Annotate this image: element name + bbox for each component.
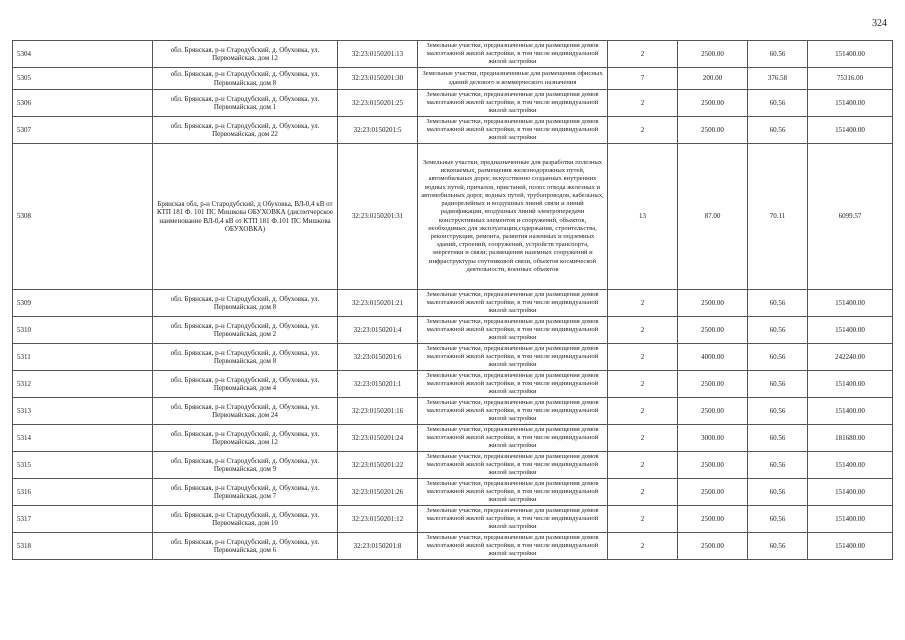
cadastral-number-cell: 32:23:0150201:4 (338, 317, 418, 344)
specific-value-cell: 60.56 (748, 41, 808, 68)
row-number-cell: 5312 (13, 371, 153, 398)
row-number-cell: 5306 (13, 90, 153, 117)
page-number: 324 (872, 18, 887, 29)
address-cell: обл. Брянская, р-н Стародубский, д. Обуховка, ул. Первомайская, дом 2 (153, 317, 338, 344)
specific-value-cell: 60.56 (748, 317, 808, 344)
table-row (13, 290, 893, 317)
table-row (13, 41, 893, 68)
cadastral-number-cell: 32:23:0150201:24 (338, 425, 418, 452)
address-cell: обл. Брянская, р-н Стародубский, д. Обуховка, ул. Первомайская, дом 8 (153, 290, 338, 317)
land-use-cell: Земельные участки, предназначенные для размещения домов малоэтажной жилой застройки, в том числе индивидуальной жилой застройки (418, 90, 608, 117)
land-use-group-cell: 2 (608, 344, 678, 371)
area-cell: 2500.00 (678, 533, 748, 560)
land-use-group-cell: 2 (608, 41, 678, 68)
cadastral-value-cell: 151400.00 (808, 506, 893, 533)
land-use-group-cell: 2 (608, 290, 678, 317)
land-use-group-cell: 2 (608, 371, 678, 398)
cadastral-number-cell: 32:23:0150201:21 (338, 290, 418, 317)
land-use-group-cell: 2 (608, 117, 678, 144)
specific-value-cell: 70.11 (748, 144, 808, 290)
row-number-cell: 5316 (13, 479, 153, 506)
cadastral-number-cell: 32:23:0150201:13 (338, 41, 418, 68)
area-cell: 2500.00 (678, 117, 748, 144)
cadastral-value-cell: 75316.00 (808, 68, 893, 90)
specific-value-cell: 60.56 (748, 452, 808, 479)
area-cell: 87.00 (678, 144, 748, 290)
area-cell: 200.00 (678, 68, 748, 90)
table-row (13, 144, 893, 290)
row-number-cell: 5313 (13, 398, 153, 425)
specific-value-cell: 60.56 (748, 117, 808, 144)
table-row (13, 117, 893, 144)
address-cell: обл. Брянская, р-н Стародубский, д. Обуховка, ул. Первомайская, дом 8 (153, 68, 338, 90)
land-use-cell: Земельные участки, предназначенные для размещения домов малоэтажной жилой застройки, в том числе индивидуальной жилой застройки (418, 479, 608, 506)
specific-value-cell: 60.56 (748, 425, 808, 452)
specific-value-cell: 60.56 (748, 344, 808, 371)
table-row (13, 371, 893, 398)
land-use-group-cell: 2 (608, 398, 678, 425)
cadastral-number-cell: 32:23:0150201:31 (338, 144, 418, 290)
table-body (13, 41, 893, 560)
row-number-cell: 5314 (13, 425, 153, 452)
cadastral-value-cell: 151400.00 (808, 371, 893, 398)
land-use-cell: Земельные участки, предназначенные для размещения домов малоэтажной жилой застройки, в том числе индивидуальной жилой застройки (418, 344, 608, 371)
cadastral-number-cell: 32:23:0150201:25 (338, 90, 418, 117)
area-cell: 2500.00 (678, 90, 748, 117)
row-number-cell: 5315 (13, 452, 153, 479)
row-number-cell: 5308 (13, 144, 153, 290)
cadastral-number-cell: 32:23:0150201:5 (338, 117, 418, 144)
cadastral-value-cell: 151400.00 (808, 90, 893, 117)
address-cell: обл. Брянская, р-н Стародубский, д. Обуховка, ул. Первомайская, дом 9 (153, 452, 338, 479)
address-cell: обл. Брянская, р-н Стародубский, д. Обуховка, ул. Первомайская, дом 6 (153, 533, 338, 560)
cadastral-value-table (12, 40, 893, 560)
address-cell: обл. Брянская, р-н Стародубский, д. Обуховка, ул. Первомайская, дом 12 (153, 425, 338, 452)
address-cell: обл. Брянская, р-н Стародубский, д. Обуховка, ул. Первомайская, дом 1 (153, 90, 338, 117)
land-use-group-cell: 2 (608, 506, 678, 533)
cadastral-value-cell: 151400.00 (808, 398, 893, 425)
land-use-cell: Земельные участки, предназначенные для размещения домов малоэтажной жилой застройки, в том числе индивидуальной жилой застройки (418, 317, 608, 344)
cadastral-value-cell: 151400.00 (808, 41, 893, 68)
specific-value-cell: 60.56 (748, 90, 808, 117)
row-number-cell: 5318 (13, 533, 153, 560)
table-row (13, 90, 893, 117)
cadastral-value-cell: 6099.57 (808, 144, 893, 290)
row-number-cell: 5309 (13, 290, 153, 317)
cadastral-value-cell: 151400.00 (808, 479, 893, 506)
land-use-cell: Земельные участки, предназначенные для размещения домов малоэтажной жилой застройки, в том числе индивидуальной жилой застройки (418, 290, 608, 317)
address-cell: обл. Брянская, р-н Стародубский, д. Обуховка, ул. Первомайская, дом 22 (153, 117, 338, 144)
cadastral-number-cell: 32:23:0150201:26 (338, 479, 418, 506)
land-use-group-cell: 7 (608, 68, 678, 90)
area-cell: 2500.00 (678, 290, 748, 317)
table-row (13, 506, 893, 533)
land-use-group-cell: 2 (608, 317, 678, 344)
area-cell: 2500.00 (678, 371, 748, 398)
cadastral-number-cell: 32:23:0150201:22 (338, 452, 418, 479)
area-cell: 4000.00 (678, 344, 748, 371)
table-row (13, 317, 893, 344)
cadastral-number-cell: 32:23:0150201:12 (338, 506, 418, 533)
land-use-cell: Земельные участки, предназначенные для размещения домов малоэтажной жилой застройки, в том числе индивидуальной жилой застройки (418, 41, 608, 68)
specific-value-cell: 60.56 (748, 506, 808, 533)
land-use-cell: Земельные участки, предназначенные для размещения домов малоэтажной жилой застройки, в том числе индивидуальной жилой застройки (418, 452, 608, 479)
area-cell: 2500.00 (678, 452, 748, 479)
area-cell: 2500.00 (678, 479, 748, 506)
address-cell: Брянская обл, р-н Стародубский, д Обуховка, ВЛ-0,4 кВ от КТП 181 Ф. 101 ПС Мишкова ОБУХОВКА (диспетчерское наименование ВЛ-0,4 кВ от КТП 181 Ф.101 ПС Мишкова ОБУХОВКА) (153, 144, 338, 290)
cadastral-value-cell: 151400.00 (808, 317, 893, 344)
address-cell: обл. Брянская, р-н Стародубский, д. Обуховка, ул. Первомайская, дом 4 (153, 371, 338, 398)
cadastral-number-cell: 32:23:0150201:16 (338, 398, 418, 425)
land-use-cell: Земельные участки, предназначенные для размещения домов малоэтажной жилой застройки, в том числе индивидуальной жилой застройки (418, 425, 608, 452)
row-number-cell: 5307 (13, 117, 153, 144)
row-number-cell: 5310 (13, 317, 153, 344)
row-number-cell: 5317 (13, 506, 153, 533)
address-cell: обл. Брянская, р-н Стародубский, д. Обуховка, ул. Первомайская, дом 7 (153, 479, 338, 506)
specific-value-cell: 60.56 (748, 290, 808, 317)
row-number-cell: 5311 (13, 344, 153, 371)
area-cell: 2500.00 (678, 317, 748, 344)
table-row (13, 479, 893, 506)
cadastral-number-cell: 32:23:0150201:6 (338, 344, 418, 371)
land-use-group-cell: 2 (608, 425, 678, 452)
area-cell: 2500.00 (678, 41, 748, 68)
row-number-cell: 5304 (13, 41, 153, 68)
land-use-cell: Земельные участки, предназначенные для размещения домов малоэтажной жилой застройки, в том числе индивидуальной жилой застройки (418, 371, 608, 398)
land-use-cell: Земельные участки, предназначенные для разработки полезных ископаемых, размещения железнодорожных путей, автомобильных дорог, искусственно созданных внутренних водных путей, причалов, пристаней, полос отвода железных и автомобильных дорог, водных путей, трубопроводов, кабельных, радиорелейных и воздушных линий связи и линий радиофикации, воздушных линий электропередачи конструктивных элементов и сооружений, объектов, необходимых для эксплуатации,содержания, строительства, реконструкции, ремонта, развития наземных и подземных зданий, строений, сооружений, устройств транспорта, энергетики и связи; размещения наземных сооружений и инфраструктуры спутниковой связи, объектов космической деятельности, военных объектов (418, 144, 608, 290)
cadastral-value-cell: 151400.00 (808, 290, 893, 317)
cadastral-number-cell: 32:23:0150201:30 (338, 68, 418, 90)
address-cell: обл. Брянская, р-н Стародубский, д. Обуховка, ул. Первомайская, дом 10 (153, 506, 338, 533)
area-cell: 2500.00 (678, 398, 748, 425)
table-row (13, 425, 893, 452)
area-cell: 2500.00 (678, 506, 748, 533)
address-cell: обл. Брянская, р-н Стародубский, д. Обуховка, ул. Первомайская, дом 8 (153, 344, 338, 371)
specific-value-cell: 376.58 (748, 68, 808, 90)
cadastral-number-cell: 32:23:0150201:1 (338, 371, 418, 398)
cadastral-value-cell: 151400.00 (808, 117, 893, 144)
table-row (13, 452, 893, 479)
specific-value-cell: 60.56 (748, 533, 808, 560)
land-use-cell: Земельные участки, предназначенные для размещения офисных зданий делового и коммерческого назначения (418, 68, 608, 90)
table-row (13, 398, 893, 425)
address-cell: обл. Брянская, р-н Стародубский, д. Обуховка, ул. Первомайская, дом 24 (153, 398, 338, 425)
cadastral-value-cell: 151400.00 (808, 533, 893, 560)
cadastral-value-cell: 242240.00 (808, 344, 893, 371)
table-row (13, 344, 893, 371)
land-use-cell: Земельные участки, предназначенные для размещения домов малоэтажной жилой застройки, в том числе индивидуальной жилой застройки (418, 533, 608, 560)
cadastral-value-cell: 151400.00 (808, 452, 893, 479)
land-use-cell: Земельные участки, предназначенные для размещения домов малоэтажной жилой застройки, в том числе индивидуальной жилой застройки (418, 117, 608, 144)
land-use-cell: Земельные участки, предназначенные для размещения домов малоэтажной жилой застройки, в том числе индивидуальной жилой застройки (418, 398, 608, 425)
land-use-group-cell: 2 (608, 452, 678, 479)
land-use-group-cell: 13 (608, 144, 678, 290)
land-use-group-cell: 2 (608, 90, 678, 117)
area-cell: 3000.00 (678, 425, 748, 452)
cadastral-number-cell: 32:23:0150201:8 (338, 533, 418, 560)
row-number-cell: 5305 (13, 68, 153, 90)
table-row (13, 68, 893, 90)
land-use-group-cell: 2 (608, 533, 678, 560)
specific-value-cell: 60.56 (748, 371, 808, 398)
specific-value-cell: 60.56 (748, 479, 808, 506)
cadastral-value-cell: 181680.00 (808, 425, 893, 452)
land-use-group-cell: 2 (608, 479, 678, 506)
specific-value-cell: 60.56 (748, 398, 808, 425)
land-use-cell: Земельные участки, предназначенные для размещения домов малоэтажной жилой застройки, в том числе индивидуальной жилой застройки (418, 506, 608, 533)
table-row (13, 533, 893, 560)
address-cell: обл. Брянская, р-н Стародубский, д. Обуховка, ул. Первомайская, дом 12 (153, 41, 338, 68)
